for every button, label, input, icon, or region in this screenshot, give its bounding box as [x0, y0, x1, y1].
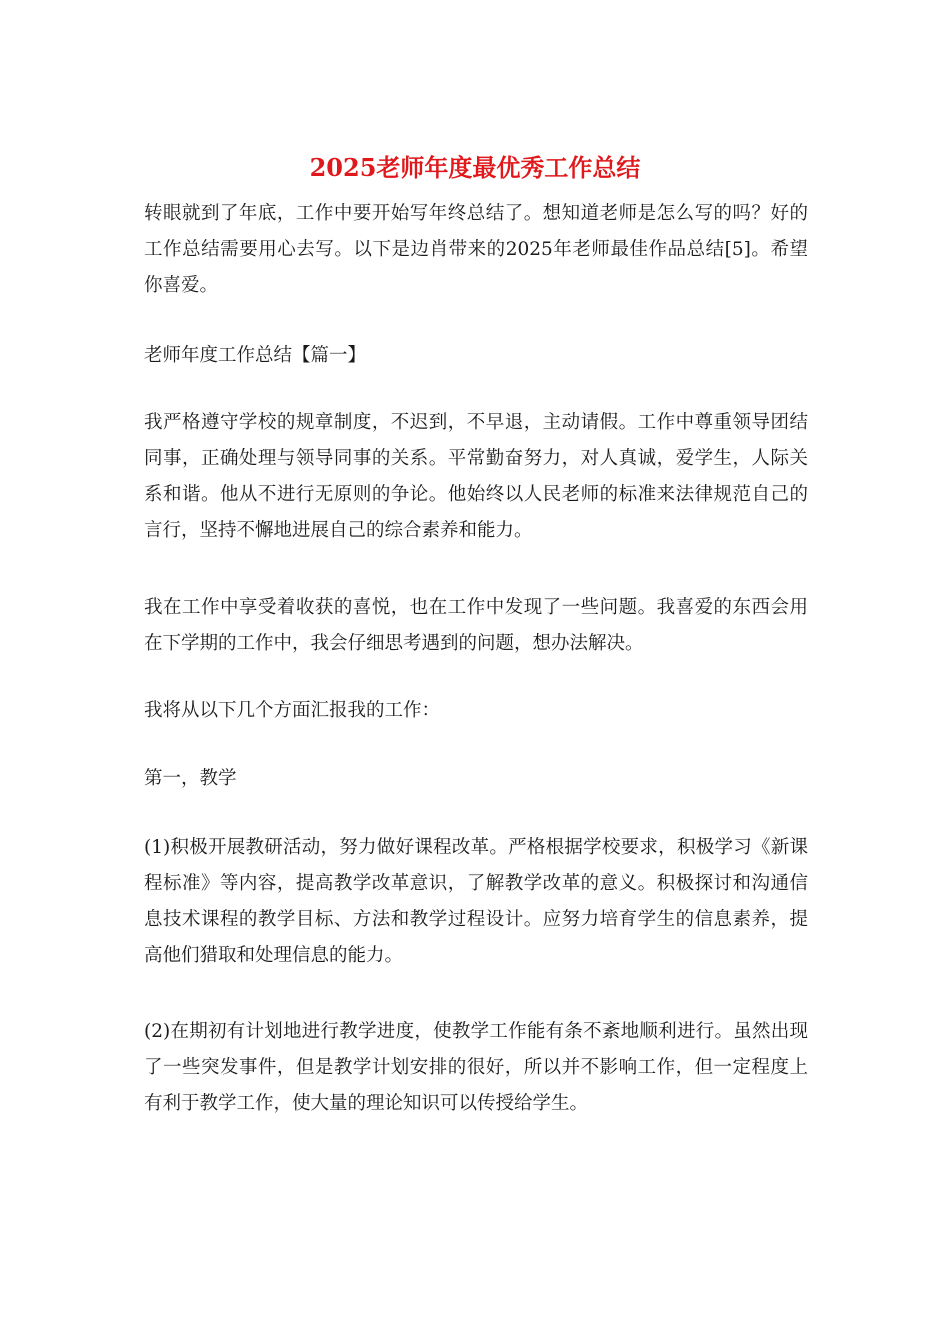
document-title: 2025老师年度最优秀工作总结 — [309, 153, 641, 182]
paragraph-report-intro: 我将从以下几个方面汇报我的工作： — [144, 700, 441, 721]
paragraph-reflection: 我在工作中享受着收获的喜悦，也在工作中发现了一些问题。我喜爱的东西会用在下学期的工作中，我会仔细思考遇到的问题，想办法解决。 — [144, 597, 808, 654]
paragraph-item-1: (1)积极开展教研活动，努力做好课程改革。严格根据学校要求，积极学习《新课程标准》等内容，提高教学改革意识，了解教学改革的意义。积极探讨和沟通信息技术课程的教学目标、方法和教学过程设计。应努力培育学生的信息素养，提高他们猎取和处理信息的能力。 — [144, 837, 808, 966]
paragraph-item-2: (2)在期初有计划地进行教学进度，使教学工作能有条不紊地顺利进行。虽然出现了一些突发事件，但是教学计划安排的很好，所以并不影响工作，但一定程度上有利于教学工作，使大量的理论知识可以传授给学生。 — [144, 1021, 808, 1114]
subheading-teaching: 第一，教学 — [144, 768, 237, 789]
intro-paragraph: 转眼就到了年底，工作中要开始写年终总结了。想知道老师是怎么写的吗？好的工作总结需要用心去写。以下是边肖带来的2025年老师最佳作品总结[5]。希望你喜爱。 — [144, 203, 808, 296]
section-heading-part-one: 老师年度工作总结【篇一】 — [144, 345, 367, 366]
paragraph-conduct: 我严格遵守学校的规章制度，不迟到，不早退，主动请假。工作中尊重领导团结同事，正确处理与领导同事的关系。平常勤奋努力，对人真诚，爱学生，人际关系和谐。他从不进行无原则的争论。他始终以人民老师的标准来法律规范自己的言行，坚持不懈地进展自己的综合素养和能力。 — [144, 412, 808, 541]
